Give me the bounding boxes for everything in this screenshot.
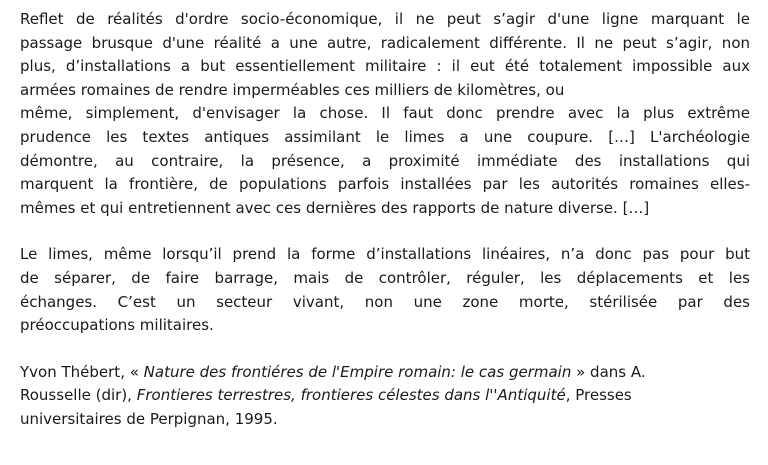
text-line: marquent la frontière, de populations parfois installées par les autorités romaines elles-: [20, 175, 750, 194]
citation-article-title: Nature des frontiéres de l'Empire romain: le cas germain: [143, 362, 572, 381]
paragraph-1: [20, 8, 750, 220]
citation-after-book: , Presses: [565, 386, 632, 405]
citation: [20, 361, 750, 432]
citation-after-article: » dans A.: [571, 362, 646, 381]
text-line: mêmes et qui entretiennent avec ces dernières des rapports de nature diverse. […]: [20, 198, 650, 217]
text-line: échanges. C’est un secteur vivant, non une zone morte, stérilisée par des: [20, 292, 750, 311]
document-page: [20, 8, 750, 432]
text-line: même, simplement, d'envisager la chose. Il faut donc prendre avec la plus extrême: [20, 104, 750, 123]
citation-book-title: Frontieres terrestres, frontieres célestes dans l''Antiquité: [136, 386, 566, 405]
text-line: Reflet de réalités d'ordre socio-économique, il ne peut s’agir d'une ligne marquant le: [20, 10, 750, 28]
text-line: armées romaines de rendre imperméables ces milliers de kilomètres, ou: [20, 80, 565, 99]
text-line: Le limes, même lorsqu’il prend la forme d’installations linéaires, n’a donc pas pour but: [20, 245, 750, 264]
text-line: plus, d’installations a but essentiellement militaire : il eut été totalement impossible aux: [20, 57, 750, 76]
citation-publisher: universitaires de Perpignan, 1995.: [20, 409, 278, 428]
citation-line-2: [20, 384, 750, 408]
citation-line-1: [20, 361, 750, 385]
paragraph-2: [20, 243, 750, 337]
text-line: préoccupations militaires.: [20, 316, 214, 335]
text-line: passage brusque d'une réalité a une autre, radicalement différente. Il ne peut s’agir, non: [20, 33, 750, 52]
text-line: démontre, au contraire, la présence, a proximité immédiate des installations qui: [20, 151, 750, 170]
citation-author: Yvon Thébert, «: [20, 362, 144, 381]
text-line: de séparer, de faire barrage, mais de contrôler, réguler, les déplacements et les: [20, 268, 750, 287]
citation-editor: Rousselle (dir),: [20, 386, 137, 405]
text-line: prudence les textes antiques assimilant le limes a une coupure. […] L'archéologie: [20, 127, 750, 146]
